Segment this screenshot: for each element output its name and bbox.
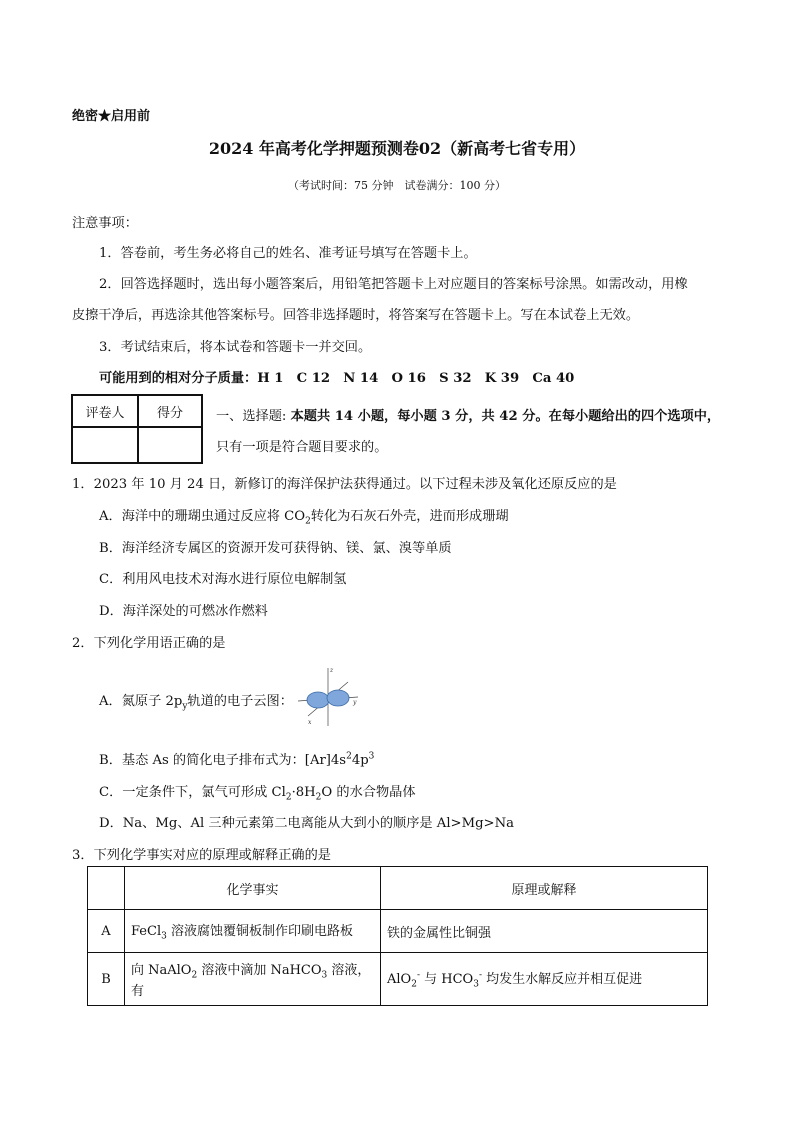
q1-option-d: D．海洋深处的可燃冰作燃料 — [99, 604, 268, 619]
q3-row-a-reason: 铁的金属性比铜强 — [381, 910, 708, 953]
q2-a-subscript: y — [182, 701, 188, 712]
q3-row-b-reason-text-mid: 与 HCO — [420, 972, 474, 988]
q1-option-c: C．利用风电技术对海水进行原位电解制氢 — [99, 572, 347, 587]
q3-stem: 3．下列化学事实对应的原理或解释正确的是 — [72, 848, 331, 863]
axis-label-y: y — [353, 699, 357, 706]
q3-header-reason: 原理或解释 — [381, 867, 708, 910]
q3-table-header-row — [88, 867, 708, 910]
q3-header-key — [88, 867, 125, 910]
notice-item-3: 3．考试结束后，将本试卷和答题卡一并交回。 — [99, 340, 372, 355]
q3-row-b-reason-subscript: 2 — [411, 979, 417, 990]
section-1-instructions-line-2: 只有一项是符合题目要求的。 — [216, 440, 388, 455]
notice-item-1: 1．答卷前，考生务必将自己的姓名、准考证号填写在答题卡上。 — [99, 246, 477, 261]
q3-row-a-fact-subscript: 3 — [161, 931, 167, 942]
q2-b-superscript-1: 2 — [346, 751, 352, 762]
q1-a-subscript: 2 — [305, 516, 311, 527]
notice-item-2-line-2: 皮擦干净后，再选涂其他答案标号。回答非选择题时，将答案写在答题卡上。写在本试卷上无效。 — [72, 308, 640, 323]
confidential-label: 绝密★启用前 — [72, 109, 151, 124]
q3-row-b-key: B — [88, 953, 125, 1006]
q3-row-b-reason-text: AlO — [387, 972, 412, 988]
section-1-prefix: 一、选择题: — [216, 409, 291, 424]
q2-c-text-mid: ·8H — [291, 785, 316, 800]
q1-option-b: B．海洋经济专属区的资源开发可获得钠、镁、氯、溴等单质 — [99, 541, 452, 556]
exam-subtitle: （考试时间：75 分钟 试卷满分：100 分） — [288, 179, 506, 192]
q2-b-text: B．基态 As 的简化电子排布式为：[Ar]4s — [99, 753, 347, 768]
grader-reviewer-label: 评卷人 — [85, 406, 125, 421]
q2-option-a — [99, 690, 293, 712]
q2-a-text-end: 轨道的电子云图： — [187, 694, 293, 709]
q1-a-text: A．海洋中的珊瑚虫通过反应将 CO — [99, 509, 306, 524]
notice-heading: 注意事项： — [72, 216, 138, 231]
q2-c-text-end: O 的水合物晶体 — [321, 785, 416, 800]
grader-box — [71, 394, 203, 464]
q3-row-b-reason — [381, 953, 708, 1006]
grader-score-label: 得分 — [156, 406, 183, 421]
notice-item-2-line-1: 2．回答选择题时，选出每小题答案后，用铅笔把答题卡上对应题目的答案标号涂黑。如需改动，用橡 — [99, 277, 688, 292]
q3-row-b-fact-text-end: 溶液，有 — [131, 962, 371, 1000]
section-1-rules: 本题共 14 小题，每小题 3 分，共 42 分。在每小题给出的四个选项中， — [290, 409, 721, 424]
q3-row-b-reason-text-end: 均发生水解反应并相互促进 — [482, 972, 643, 988]
q2-a-text: A．氮原子 2p — [99, 694, 183, 709]
q2-option-d: D．Na、Mg、Al 三种元素第二电离能从大到小的顺序是 Al>Mg>Na — [99, 816, 514, 831]
p-orbital-diagram — [296, 664, 360, 732]
q3-row-b-reason-superscript: - — [416, 970, 420, 981]
q1-option-a — [99, 505, 509, 527]
q3-row-a-fact — [125, 910, 381, 953]
q3-row-a-key: A — [88, 910, 125, 953]
q1-stem: 1．2023 年 10 月 24 日，新修订的海洋保护法获得通过。以下过程未涉及氧化还原反应的是 — [72, 477, 617, 492]
exam-title: 2024 年高考化学押题预测卷02（新高考七省专用） — [208, 139, 586, 158]
axis-label-z: z — [330, 667, 334, 674]
q3-row-b-fact-subscript: 2 — [191, 970, 198, 981]
q2-option-b — [99, 749, 374, 768]
q2-b-text-mid: 4p — [351, 753, 369, 768]
q2-c-subscript-2: 2 — [315, 792, 322, 803]
q3-row-a-fact-text: FeCl — [131, 924, 162, 940]
axis-label-x: x — [308, 719, 312, 726]
q3-row-b-fact-subscript-2: 3 — [321, 970, 328, 981]
q3-header-fact: 化学事实 — [125, 867, 381, 910]
q3-row-b-fact-text-mid: 溶液中滴加 NaHCO — [197, 962, 322, 978]
grader-divider-horizontal — [73, 426, 201, 428]
q3-row-b-reason-subscript-2: 3 — [473, 979, 479, 990]
q3-row-b-fact-text: 向 NaAlO — [131, 962, 192, 978]
orbital-lobe-right — [327, 690, 349, 706]
orbital-lobe-left — [307, 692, 329, 708]
q2-c-subscript-1: 2 — [285, 792, 292, 803]
q2-b-superscript-2: 3 — [368, 751, 375, 762]
q2-option-c — [99, 781, 416, 803]
section-1-instructions-line-1 — [216, 405, 720, 424]
q2-stem: 2．下列化学用语正确的是 — [72, 636, 226, 651]
q3-row-a — [88, 910, 708, 953]
q2-c-text: C．一定条件下，氯气可形成 Cl — [99, 785, 286, 800]
q3-row-b — [88, 953, 708, 1006]
q3-row-b-fact — [125, 953, 381, 1006]
atomic-masses: 可能用到的相对分子质量：H 1 C 12 N 14 O 16 S 32 K 39 Ca 40 — [99, 371, 575, 386]
q3-table — [87, 866, 708, 1006]
q1-a-text-end: 转化为石灰石外壳，进而形成珊瑚 — [310, 509, 509, 524]
q3-row-b-reason-superscript-2: - — [478, 970, 482, 981]
q3-row-a-fact-text-end: 溶液腐蚀覆铜板制作印刷电路板 — [166, 924, 353, 940]
